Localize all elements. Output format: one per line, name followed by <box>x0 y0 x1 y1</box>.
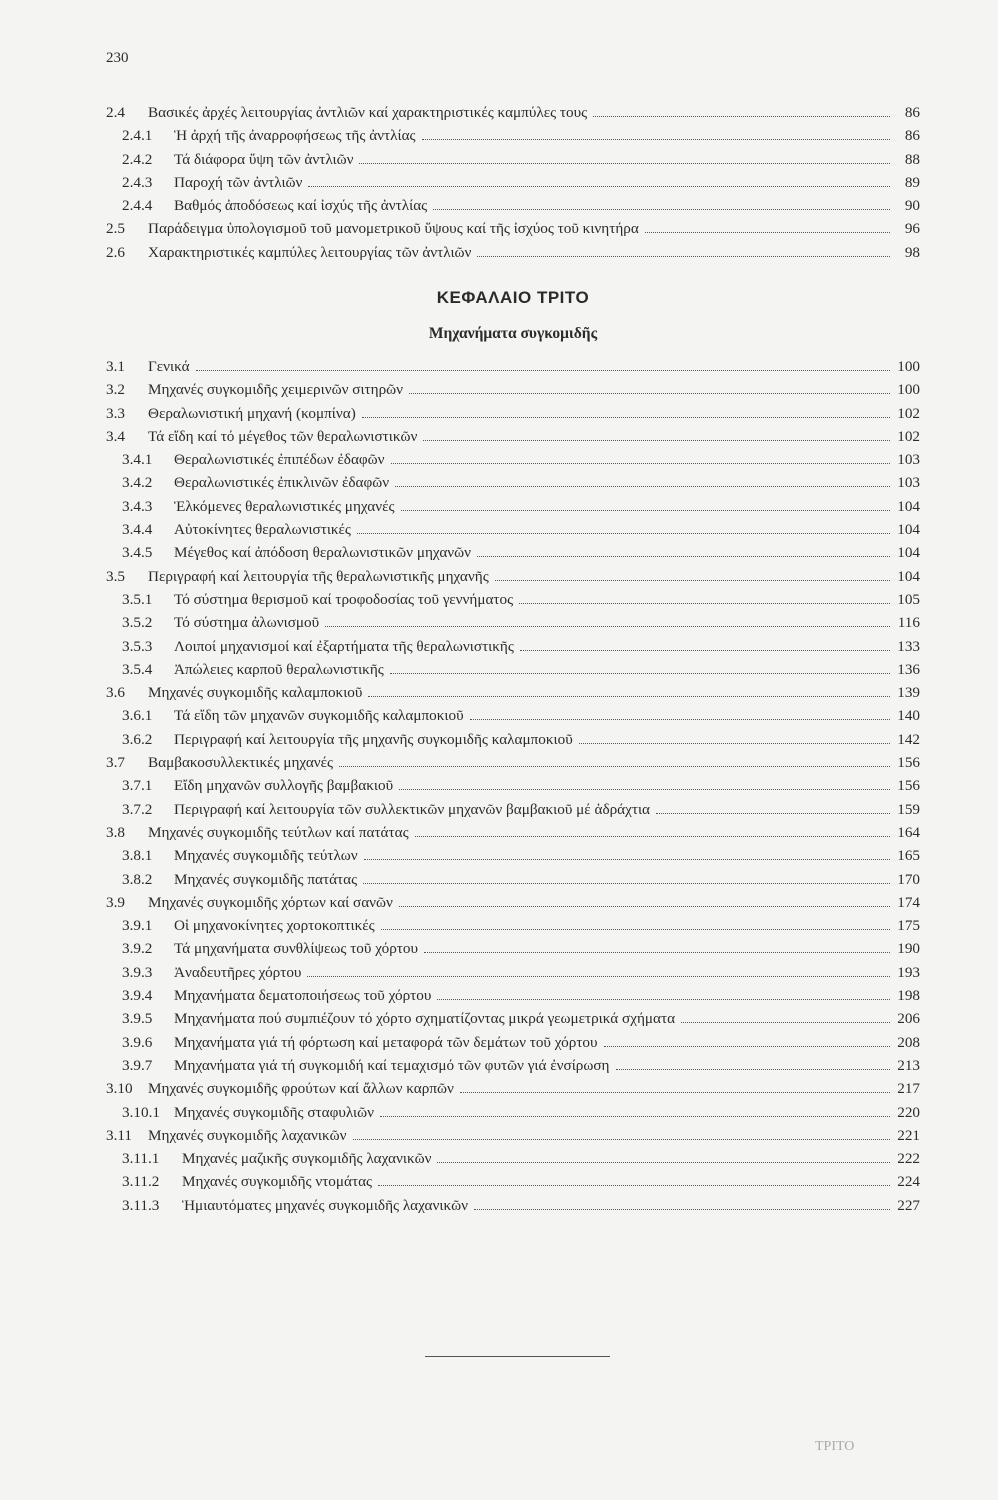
dot-leader <box>681 1022 890 1023</box>
toc-entry-page: 103 <box>897 474 920 492</box>
dot-leader <box>378 1185 890 1186</box>
toc-entry <box>106 174 920 197</box>
toc-entry-number: 3.4 <box>106 427 125 445</box>
toc-entry <box>106 661 920 684</box>
toc-entry-number: 3.8 <box>106 823 125 841</box>
dot-leader <box>368 696 890 697</box>
toc-entry-number: 3.4.4 <box>122 521 153 539</box>
dot-leader <box>364 859 890 860</box>
toc-entry <box>106 1080 920 1103</box>
toc-entry-page: 193 <box>897 963 920 981</box>
toc-entry-page: 136 <box>897 660 920 678</box>
toc-entry-title: Μηχανές συγκομιδῆς χειμερινῶν σιτηρῶν <box>148 381 404 399</box>
dot-leader <box>477 556 890 557</box>
toc-entry-number: 2.4.1 <box>122 127 153 145</box>
toc-entry-title: Βασικές ἀρχές λειτουργίας ἀντλιῶν καί χαρακτηριστικές καμπύλες τους <box>148 104 588 121</box>
dot-leader <box>196 370 890 371</box>
toc-entry-title: Τό σύστημα ἀλωνισμοῦ <box>174 614 320 632</box>
toc-entry <box>106 777 920 800</box>
toc-entry-title: Περιγραφή καί λειτουργία τῆς θεραλωνιστικῆς μηχανῆς <box>148 567 489 585</box>
toc-entry-title: Ἀναδευτῆρες χόρτου <box>174 963 302 981</box>
toc-entry-page: 88 <box>904 150 920 168</box>
toc-entry-number: 3.9.7 <box>122 1056 153 1074</box>
toc-entry-number: 3.9.4 <box>122 987 153 1005</box>
toc-entry-title: Γενικά <box>148 358 190 375</box>
toc-entry <box>106 894 920 917</box>
dot-leader <box>409 393 890 394</box>
toc-entry-title: Θεραλωνιστικές ἐπικλινῶν ἐδαφῶν <box>174 474 390 492</box>
dot-leader <box>363 883 890 884</box>
toc-entry <box>106 568 920 591</box>
toc-entry-title: Τά εἴδη τῶν μηχανῶν συγκομιδῆς καλαμποκιοῦ <box>174 707 464 725</box>
dot-leader <box>359 163 890 164</box>
toc-entry-number: 3.8.1 <box>122 847 153 865</box>
toc-entry-page: 142 <box>897 730 920 748</box>
toc-entry-page: 213 <box>897 1056 920 1074</box>
toc-entry-title: Χαρακτηριστικές καμπύλες λειτουργίας τῶν ἀντλιῶν <box>148 243 472 261</box>
toc-entry-number: 3.6.1 <box>122 707 153 725</box>
toc-entry <box>106 871 920 894</box>
toc-entry-title: Θεραλωνιστική μηχανή (κομπίνα) <box>148 404 356 422</box>
toc-entry-title: Μηχανές συγκομιδῆς πατάτας <box>174 870 358 888</box>
dot-leader <box>381 929 890 930</box>
toc-entry-title: Μηχανές συγκομιδῆς φρούτων καί ἄλλων καρπῶν <box>148 1080 454 1098</box>
toc-entry-title: Μηχανές συγκομιδῆς λαχανικῶν <box>148 1126 347 1144</box>
dot-leader <box>390 673 890 674</box>
toc-entry-title: Τό σύστημα θερισμοῦ καί τροφοδοσίας τοῦ γεννήματος <box>174 590 514 608</box>
toc-entry-title: Μηχανές συγκομιδῆς τεύτλων καί πατάτας <box>148 823 409 841</box>
dot-leader <box>495 580 890 581</box>
toc-entry-page: 105 <box>897 590 920 608</box>
toc-entry <box>106 731 920 754</box>
dot-leader <box>415 836 890 837</box>
toc-entry-title: Περιγραφή καί λειτουργία τῶν συλλεκτικῶν μηχανῶν βαμβακιοῦ μέ ἀδράχτια <box>174 800 651 818</box>
toc-entry-number: 3.8.2 <box>122 870 153 888</box>
dot-leader <box>616 1069 891 1070</box>
toc-entry <box>106 591 920 614</box>
toc-entry-title: Παράδειγμα ὑπολογισμοῦ τοῦ μανομετρικοῦ ὕψους καί τῆς ἰσχύος τοῦ κινητήρα <box>148 220 639 238</box>
toc-entry <box>106 544 920 567</box>
dot-leader <box>656 813 890 814</box>
dot-leader <box>353 1139 891 1140</box>
dot-leader <box>399 906 890 907</box>
toc-entry <box>106 244 920 267</box>
toc-entry-number: 3.11 <box>106 1126 133 1144</box>
toc-entry <box>106 964 920 987</box>
toc-entry-page: 100 <box>897 358 920 375</box>
toc-entry <box>106 754 920 777</box>
toc-entry-number: 3.7.1 <box>122 777 153 795</box>
toc-entry-number: 3.9.5 <box>122 1010 153 1028</box>
footer-mark: ΤΡΙΤΟ <box>815 1439 855 1454</box>
dot-leader <box>307 976 890 977</box>
toc-entry <box>106 104 920 127</box>
toc-entry-page: 170 <box>897 870 920 888</box>
toc-entry-page: 221 <box>897 1126 920 1144</box>
toc-entry <box>106 428 920 451</box>
toc-entry <box>106 1034 920 1057</box>
toc-entry-number: 3.6 <box>106 684 125 702</box>
toc-entry-page: 89 <box>904 173 920 191</box>
toc-entry-number: 3.5.2 <box>122 614 153 632</box>
toc-entry <box>106 614 920 637</box>
toc-entry-page: 190 <box>897 940 920 958</box>
toc-entry-title: Λοιποί μηχανισμοί καί ἐξαρτήματα τῆς θεραλωνιστικῆς <box>174 637 514 655</box>
toc-entry-title: Μηχανήματα γιά τή συγκομιδή καί τεμαχισμό τῶν φυτῶν γιά ἐνσίρωση <box>174 1056 610 1074</box>
dot-leader <box>460 1092 890 1093</box>
toc-entry-number: 3.2 <box>106 381 125 399</box>
chapter-subtitle: Μηχανήματα συγκομιδῆς <box>428 325 598 342</box>
toc-entry-page: 104 <box>897 497 920 515</box>
toc-entry-page: 224 <box>897 1173 920 1191</box>
toc-entry-title: Βαμβακοσυλλεκτικές μηχανές <box>148 754 334 772</box>
toc-entry <box>106 474 920 497</box>
dot-leader <box>401 510 890 511</box>
dot-leader <box>645 232 890 233</box>
toc-entry <box>106 940 920 963</box>
toc-entry-page: 98 <box>904 243 920 261</box>
toc-entry-title: Οἱ μηχανοκίνητες χορτοκοπτικές <box>174 917 375 935</box>
toc-entry-number: 2.4.4 <box>122 197 153 215</box>
toc-entry-page: 133 <box>897 637 920 655</box>
toc-entry <box>106 1104 920 1127</box>
toc-entry-number: 3.5.4 <box>122 660 153 678</box>
toc-entry-title: Αὐτοκίνητες θεραλωνιστικές <box>174 521 351 539</box>
toc-entry <box>106 358 920 381</box>
dot-leader <box>395 486 890 487</box>
toc-entry-title: Ἀπώλειες καρποῦ θεραλωνιστικῆς <box>174 660 384 678</box>
toc-entry-page: 86 <box>904 104 920 121</box>
dot-leader <box>474 1209 890 1210</box>
toc-entry-page: 222 <box>897 1150 920 1168</box>
toc-entry-number: 2.4.3 <box>122 173 153 191</box>
toc-entry <box>106 684 920 707</box>
toc-entry-title: Παροχή τῶν ἀντλιῶν <box>174 173 303 191</box>
toc-entry-page: 175 <box>897 917 920 935</box>
toc-entry-title: Εἴδη μηχανῶν συλλογῆς βαμβακιοῦ <box>174 777 394 795</box>
toc-entry <box>106 220 920 243</box>
toc-entry-page: 156 <box>897 777 920 795</box>
toc-entry <box>106 707 920 730</box>
toc-entry-number: 3.9.2 <box>122 940 153 958</box>
toc-entry-number: 2.4 <box>106 104 125 121</box>
dot-leader <box>470 719 890 720</box>
toc-entry-number: 3.5.1 <box>122 590 153 608</box>
toc-entry-page: 100 <box>897 381 920 399</box>
toc-entry-title: Μέγεθος καί ἀπόδοση θεραλωνιστικῶν μηχανῶν <box>174 544 472 562</box>
dot-leader <box>433 209 890 210</box>
dot-leader <box>380 1116 890 1117</box>
toc-entry-page: 140 <box>897 707 920 725</box>
toc-entry-page: 96 <box>904 220 920 238</box>
dot-leader <box>422 139 890 140</box>
dot-leader <box>520 650 890 651</box>
toc-entry-number: 3.4.3 <box>122 497 153 515</box>
toc-entry <box>106 824 920 847</box>
toc-entry-page: 102 <box>897 404 920 422</box>
toc-entry <box>106 847 920 870</box>
toc-entry-page: 102 <box>897 427 920 445</box>
dot-leader <box>604 1046 890 1047</box>
dot-leader <box>325 626 890 627</box>
toc-entry-number: 3.9 <box>106 893 125 911</box>
dot-leader <box>391 463 890 464</box>
dot-leader <box>308 186 890 187</box>
toc-entry <box>106 498 920 521</box>
toc-entry <box>106 1150 920 1173</box>
dot-leader <box>437 999 890 1000</box>
toc-entry-title: Βαθμός ἀποδόσεως καί ἰσχύς τῆς ἀντλίας <box>174 197 428 215</box>
dot-leader <box>437 1162 890 1163</box>
dot-leader <box>424 952 890 953</box>
page-number: 230 <box>106 50 129 66</box>
toc-entry-page: 227 <box>897 1196 920 1214</box>
toc-entry-number: 3.4.2 <box>122 474 153 492</box>
toc-entry-page: 208 <box>897 1033 920 1051</box>
toc-entry-title: Θεραλωνιστικές ἐπιπέδων ἐδαφῶν <box>174 451 385 469</box>
bottom-rule <box>425 1356 610 1357</box>
toc-entry-number: 3.4.1 <box>122 451 153 469</box>
toc-entry-number: 3.11.1 <box>122 1150 160 1168</box>
toc-entry-title: Μηχανές συγκομιδῆς τεύτλων <box>174 847 358 865</box>
toc-entry-number: 3.7 <box>106 754 125 772</box>
toc-entry-page: 139 <box>897 684 920 702</box>
toc-entry-title: Μηχανήματα πού συμπιέζουν τό χόρτο σχηματίζοντας μικρά γεωμετρικά σχήματα <box>174 1010 676 1028</box>
toc-entry-page: 104 <box>897 567 920 585</box>
dot-leader <box>362 417 890 418</box>
toc-entry-number: 3.5 <box>106 567 125 585</box>
toc-entry-page: 206 <box>897 1010 920 1028</box>
toc-entry-number: 3.1 <box>106 358 125 375</box>
toc-entry-title: Τά διάφορα ὕψη τῶν ἀντλιῶν <box>174 150 354 168</box>
toc-entry-title: Ἑλκόμενες θεραλωνιστικές μηχανές <box>174 497 395 515</box>
toc-entry <box>106 987 920 1010</box>
toc-entry-page: 104 <box>897 544 920 562</box>
dot-leader <box>339 766 890 767</box>
toc-entry-title: Τά εἴδη καί τό μέγεθος τῶν θεραλωνιστικῶν <box>148 427 418 445</box>
toc-entry-number: 3.4.5 <box>122 544 153 562</box>
toc-entry-page: 220 <box>897 1103 920 1121</box>
toc-entry <box>106 1197 920 1220</box>
toc-entry-number: 3.10.1 <box>122 1103 160 1121</box>
toc-entry-page: 156 <box>897 754 920 772</box>
dot-leader <box>519 603 890 604</box>
toc-entry-page: 164 <box>897 823 920 841</box>
toc-entry <box>106 1010 920 1033</box>
dot-leader <box>593 116 890 117</box>
toc-entry-page: 198 <box>897 987 920 1005</box>
toc-entry-title: Περιγραφή καί λειτουργία τῆς μηχανῆς συγκομιδῆς καλαμποκιοῦ <box>174 730 573 748</box>
toc-entry <box>106 127 920 150</box>
dot-leader <box>423 440 890 441</box>
toc-entry-number: 2.4.2 <box>122 150 153 168</box>
toc-entry-page: 217 <box>897 1080 920 1098</box>
toc-entry-page: 165 <box>897 847 920 865</box>
toc-entry <box>106 405 920 428</box>
chapter-heading: ΚΕΦΑΛΑΙΟ ΤΡΙΤΟ <box>436 288 590 307</box>
toc-section-chapter-three <box>106 358 920 1220</box>
toc-entry <box>106 197 920 220</box>
dot-leader <box>579 743 890 744</box>
toc-entry-title: Μηχανές συγκομιδῆς σταφυλιῶν <box>174 1103 374 1121</box>
toc-entry-number: 2.5 <box>106 220 125 238</box>
toc-entry-title: Μηχανές συγκομιδῆς χόρτων καί σανῶν <box>148 893 393 911</box>
toc-entry-number: 3.5.3 <box>122 637 153 655</box>
toc-entry-title: Μηχανές συγκομιδῆς ντομάτας <box>182 1173 373 1191</box>
dot-leader <box>477 256 890 257</box>
toc-entry-number: 3.9.6 <box>122 1033 153 1051</box>
toc-entry-page: 116 <box>897 614 920 632</box>
toc-entry-page: 86 <box>904 127 920 145</box>
toc-entry <box>106 638 920 661</box>
toc-entry <box>106 521 920 544</box>
toc-entry-page: 90 <box>904 197 920 215</box>
toc-entry-number: 2.6 <box>106 243 125 261</box>
toc-entry <box>106 1173 920 1196</box>
toc-entry <box>106 451 920 474</box>
toc-entry <box>106 1057 920 1080</box>
toc-entry-title: Μηχανές συγκομιδῆς καλαμποκιοῦ <box>148 684 363 702</box>
toc-entry-title: Τά μηχανήματα συνθλίψεως τοῦ χόρτου <box>174 940 418 958</box>
toc-entry-page: 174 <box>897 893 920 911</box>
toc-entry-number: 3.11.3 <box>122 1196 160 1214</box>
toc-entry <box>106 801 920 824</box>
toc-entry <box>106 917 920 940</box>
toc-entry-page: 159 <box>897 800 920 818</box>
dot-leader <box>399 789 890 790</box>
toc-entry-number: 3.9.3 <box>122 963 153 981</box>
toc-entry-number: 3.3 <box>106 404 125 422</box>
toc-entry-title: Ἡ ἀρχή τῆς ἀναρροφήσεως τῆς ἀντλίας <box>174 127 416 145</box>
toc-entry <box>106 381 920 404</box>
toc-entry-number: 3.11.2 <box>122 1173 160 1191</box>
toc-section-chapter-two <box>106 104 920 267</box>
toc-entry-page: 103 <box>897 451 920 469</box>
toc-entry <box>106 1127 920 1150</box>
toc-entry-title: Μηχανές μαζικῆς συγκομιδῆς λαχανικῶν <box>182 1150 432 1168</box>
toc-entry-title: Μηχανήματα δεματοποιήσεως τοῦ χόρτου <box>174 987 432 1005</box>
toc-entry-title: Ἡμιαυτόματες μηχανές συγκομιδῆς λαχανικῶν <box>182 1196 468 1214</box>
toc-entry-number: 3.9.1 <box>122 917 153 935</box>
toc-entry-number: 3.10 <box>106 1080 133 1098</box>
toc-entry-number: 3.7.2 <box>122 800 153 818</box>
dot-leader <box>357 533 890 534</box>
toc-entry-page: 104 <box>897 521 920 539</box>
toc-entry-number: 3.6.2 <box>122 730 153 748</box>
toc-entry-title: Μηχανήματα γιά τή φόρτωση καί μεταφορά τῶν δεμάτων τοῦ χόρτου <box>174 1033 598 1051</box>
toc-entry <box>106 151 920 174</box>
